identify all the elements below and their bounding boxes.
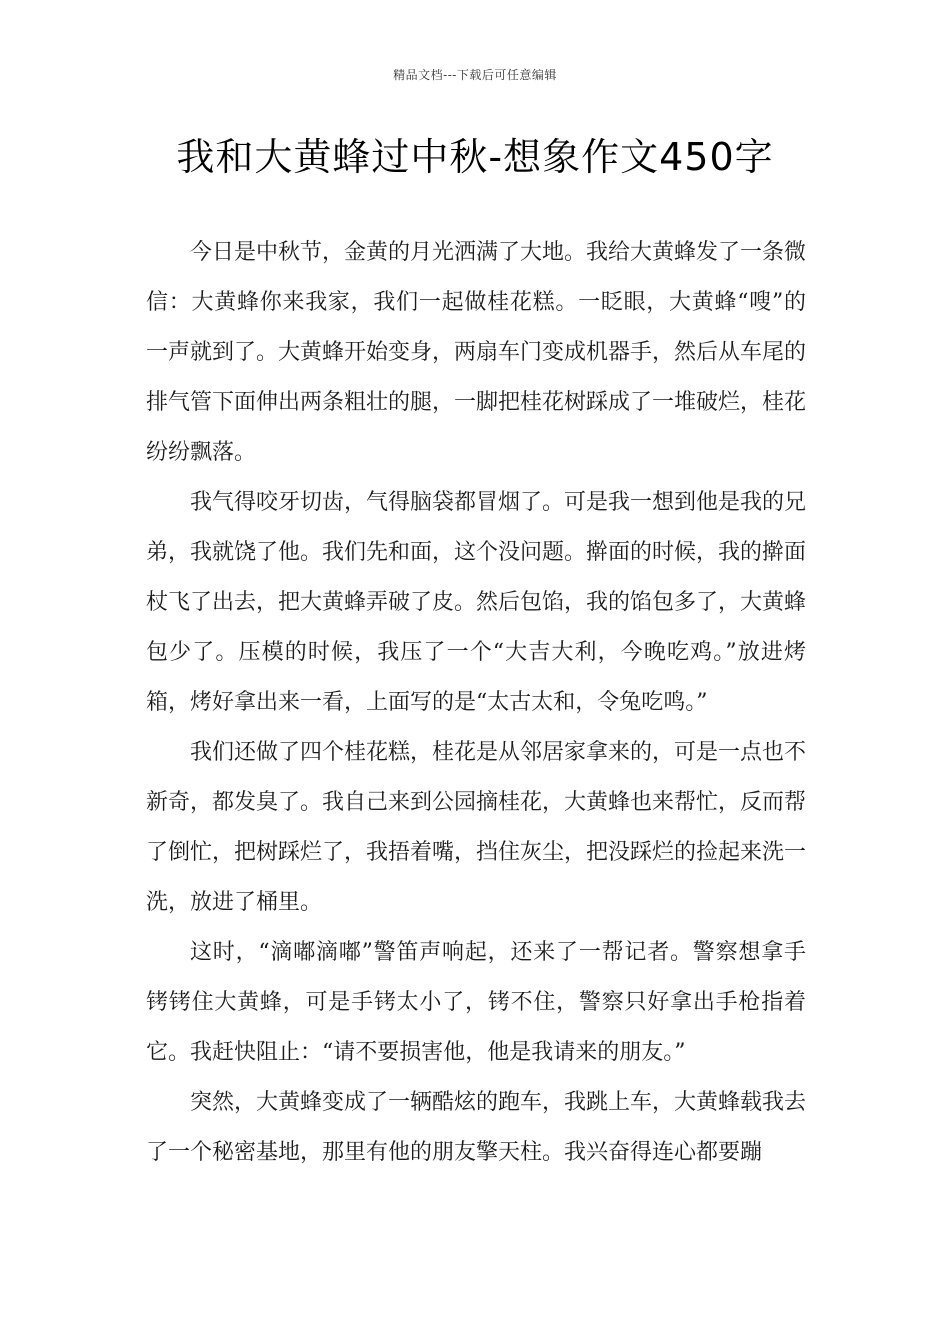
header-note: 精品文档---下载后可任意编辑: [393, 68, 557, 82]
paragraph: 我们还做了四个桂花糕，桂花是从邻居家拿来的，可是一点也不新奇，都发臭了。我自己来到公园摘桂花，大黄蜂也来帮忙，反而帮了倒忙，把树踩烂了，我捂着嘴，挡住灰尘，把没踩烂的捡起来洗一洗，放进了桶里。: [146, 740, 807, 915]
paragraph: 今日是中秋节，金黄的月光洒满了大地。我给大黄蜂发了一条微信：大黄蜂你来我家，我们一起做桂花糕。一眨眼，大黄蜂“嗖”的一声就到了。大黄蜂开始变身，两扇车门变成机器手，然后从车尾的排气管下面伸出两条粗壮的腿，一脚把桂花树踩成了一堆破烂，桂花纷纷飘落。: [146, 240, 807, 465]
page-title: 我和大黄蜂过中秋-想象作文450字: [176, 135, 774, 179]
paragraph: 这时，“滴嘟滴嘟”警笛声响起，还来了一帮记者。警察想拿手铐铐住大黄蜂，可是手铐太小了，铐不住，警察只好拿出手枪指着它。我赶快阻止：“请不要损害他，他是我请来的朋友。”: [146, 940, 806, 1065]
document-body: [146, 228, 806, 1178]
paragraph: 突然，大黄蜂变成了一辆酷炫的跑车，我跳上车，大黄蜂载我去了一个秘密基地，那里有他的朋友擎天柱。我兴奋得连心都要蹦: [146, 1090, 807, 1165]
paragraph: 我气得咬牙切齿，气得脑袋都冒烟了。可是我一想到他是我的兄弟，我就饶了他。我们先和面，这个没问题。擀面的时候，我的擀面杖飞了出去，把大黄蜂弄破了皮。然后包馅，我的馅包多了，大黄蜂包少了。压模的时候，我压了一个“大吉大利，今晚吃鸡。”放进烤箱，烤好拿出来一看，上面写的是“太古太和，令兔吃鸣。”: [146, 490, 807, 715]
